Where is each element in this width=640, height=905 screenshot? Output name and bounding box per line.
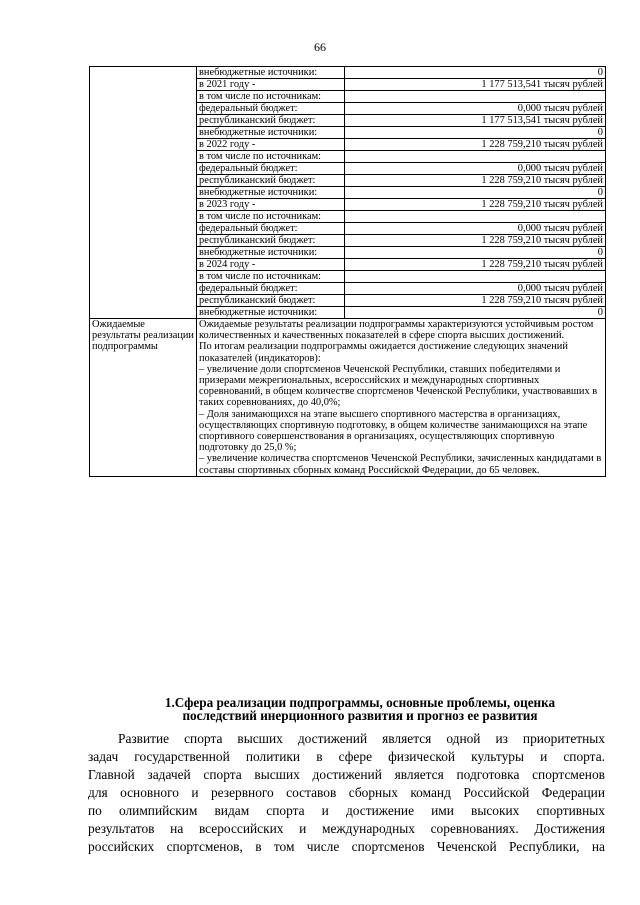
budget-value: 0 — [345, 67, 606, 79]
budget-value: 0,000 тысяч рублей — [345, 283, 606, 295]
budget-label: республиканский бюджет: — [197, 295, 345, 307]
budget-table — [89, 66, 606, 477]
budget-value: 0 — [345, 187, 606, 199]
budget-value: 1 228 759,210 тысяч рублей — [345, 139, 606, 151]
budget-label: республиканский бюджет: — [197, 175, 345, 187]
budget-label: федеральный бюджет: — [197, 223, 345, 235]
budget-value: 0 — [345, 127, 606, 139]
row-header-empty — [90, 67, 197, 319]
budget-value: 0 — [345, 247, 606, 259]
budget-label: в том числе по источникам: — [197, 211, 345, 223]
budget-label: в том числе по источникам: — [197, 91, 345, 103]
budget-label: внебюджетные источники: — [197, 247, 345, 259]
budget-label: в 2023 году - — [197, 199, 345, 211]
budget-value: 0,000 тысяч рублей — [345, 223, 606, 235]
budget-label: в том числе по источникам: — [197, 271, 345, 283]
section-body — [88, 730, 605, 856]
budget-label: внебюджетные источники: — [197, 187, 345, 199]
section-title-line-1: 1.Сфера реализации подпрограммы, основные проблемы, оценка — [164, 695, 556, 710]
budget-label: внебюджетные источники: — [197, 307, 345, 319]
budget-value: 0,000 тысяч рублей — [345, 163, 606, 175]
budget-value: 1 228 759,210 тысяч рублей — [345, 259, 606, 271]
budget-value — [345, 91, 606, 103]
budget-value: 1 177 513,541 тысяч рублей — [345, 79, 606, 91]
results-paragraph: – увеличение количества спортсменов Чеченской Республики, зачисленных кандидатами в составы спортивных сборных команд Российской Федерации, до 65 человек. — [199, 453, 602, 476]
budget-label: федеральный бюджет: — [197, 163, 345, 175]
budget-value: 1 228 759,210 тысяч рублей — [345, 295, 606, 307]
budget-label: федеральный бюджет: — [197, 283, 345, 295]
budget-row — [90, 67, 606, 79]
section-title-line-2: последствий инерционного развития и прогноз ее развития — [182, 708, 538, 723]
budget-value: 1 228 759,210 тысяч рублей — [345, 199, 606, 211]
budget-label: внебюджетные источники: — [197, 127, 345, 139]
results-paragraph: По итогам реализации подпрограммы ожидается достижение следующих значений показателей (индикаторов): — [199, 341, 568, 364]
results-row — [90, 319, 606, 477]
results-label: Ожидаемые результаты реализации подпрограммы — [90, 319, 197, 477]
body-line: Главной задачей спорта высших достижений является подготовка спортсменов — [88, 767, 605, 782]
results-paragraph: – Доля занимающихся на этапе высшего спортивного мастерства в организациях, осуществляющих спортивную подготовку, в общем количестве занимающихся на этапе спортивного совершенствования в организациях, осуществляющих спортивную подготовку до 25,0 %; — [199, 408, 588, 454]
body-line: по олимпийским видам спорта и достижение ими высоких спортивных — [88, 803, 605, 818]
budget-value — [345, 151, 606, 163]
budget-value: 1 228 759,210 тысяч рублей — [345, 235, 606, 247]
body-line: российских спортсменов, в том числе спортсменов Чеченской Республики, на — [88, 839, 605, 854]
budget-label: федеральный бюджет: — [197, 103, 345, 115]
body-line: результатов на всероссийских и международных соревнованиях. Достижения — [88, 821, 605, 836]
body-line: для основного и резервного составов сборных команд Российской Федерации — [88, 785, 605, 800]
page-number: 66 — [314, 40, 326, 54]
budget-label: республиканский бюджет: — [197, 115, 345, 127]
budget-label: внебюджетные источники: — [197, 67, 345, 79]
budget-label: в том числе по источникам: — [197, 151, 345, 163]
budget-label: в 2024 году - — [197, 259, 345, 271]
section-title — [130, 696, 590, 722]
results-paragraph: Ожидаемые результаты реализации подпрограммы характеризуются устойчивым ростом количественных и качественных показателей в сфере спорта высших достижений. — [199, 319, 594, 342]
budget-label: в 2021 году - — [197, 79, 345, 91]
budget-value: 0 — [345, 307, 606, 319]
budget-value — [345, 271, 606, 283]
budget-label: республиканский бюджет: — [197, 235, 345, 247]
budget-value: 1 177 513,541 тысяч рублей — [345, 115, 606, 127]
budget-value: 1 228 759,210 тысяч рублей — [345, 175, 606, 187]
results-paragraph: – увеличение доли спортсменов Чеченской Республики, ставших победителями и призерами межрегиональных, всероссийских и международных спортивных соревнований, в общем количестве спортсменов Чеченской Республики, участвовавших в таких соревнованиях, до 40,0%; — [199, 363, 598, 409]
budget-value: 0,000 тысяч рублей — [345, 103, 606, 115]
body-line: задач государственной политики в сфере физической культуры и спорта. — [88, 749, 605, 764]
budget-value — [345, 211, 606, 223]
body-line: Развитие спорта высших достижений является одной из приоритетных — [118, 731, 605, 746]
budget-label: в 2022 году - — [197, 139, 345, 151]
results-text — [197, 319, 606, 477]
